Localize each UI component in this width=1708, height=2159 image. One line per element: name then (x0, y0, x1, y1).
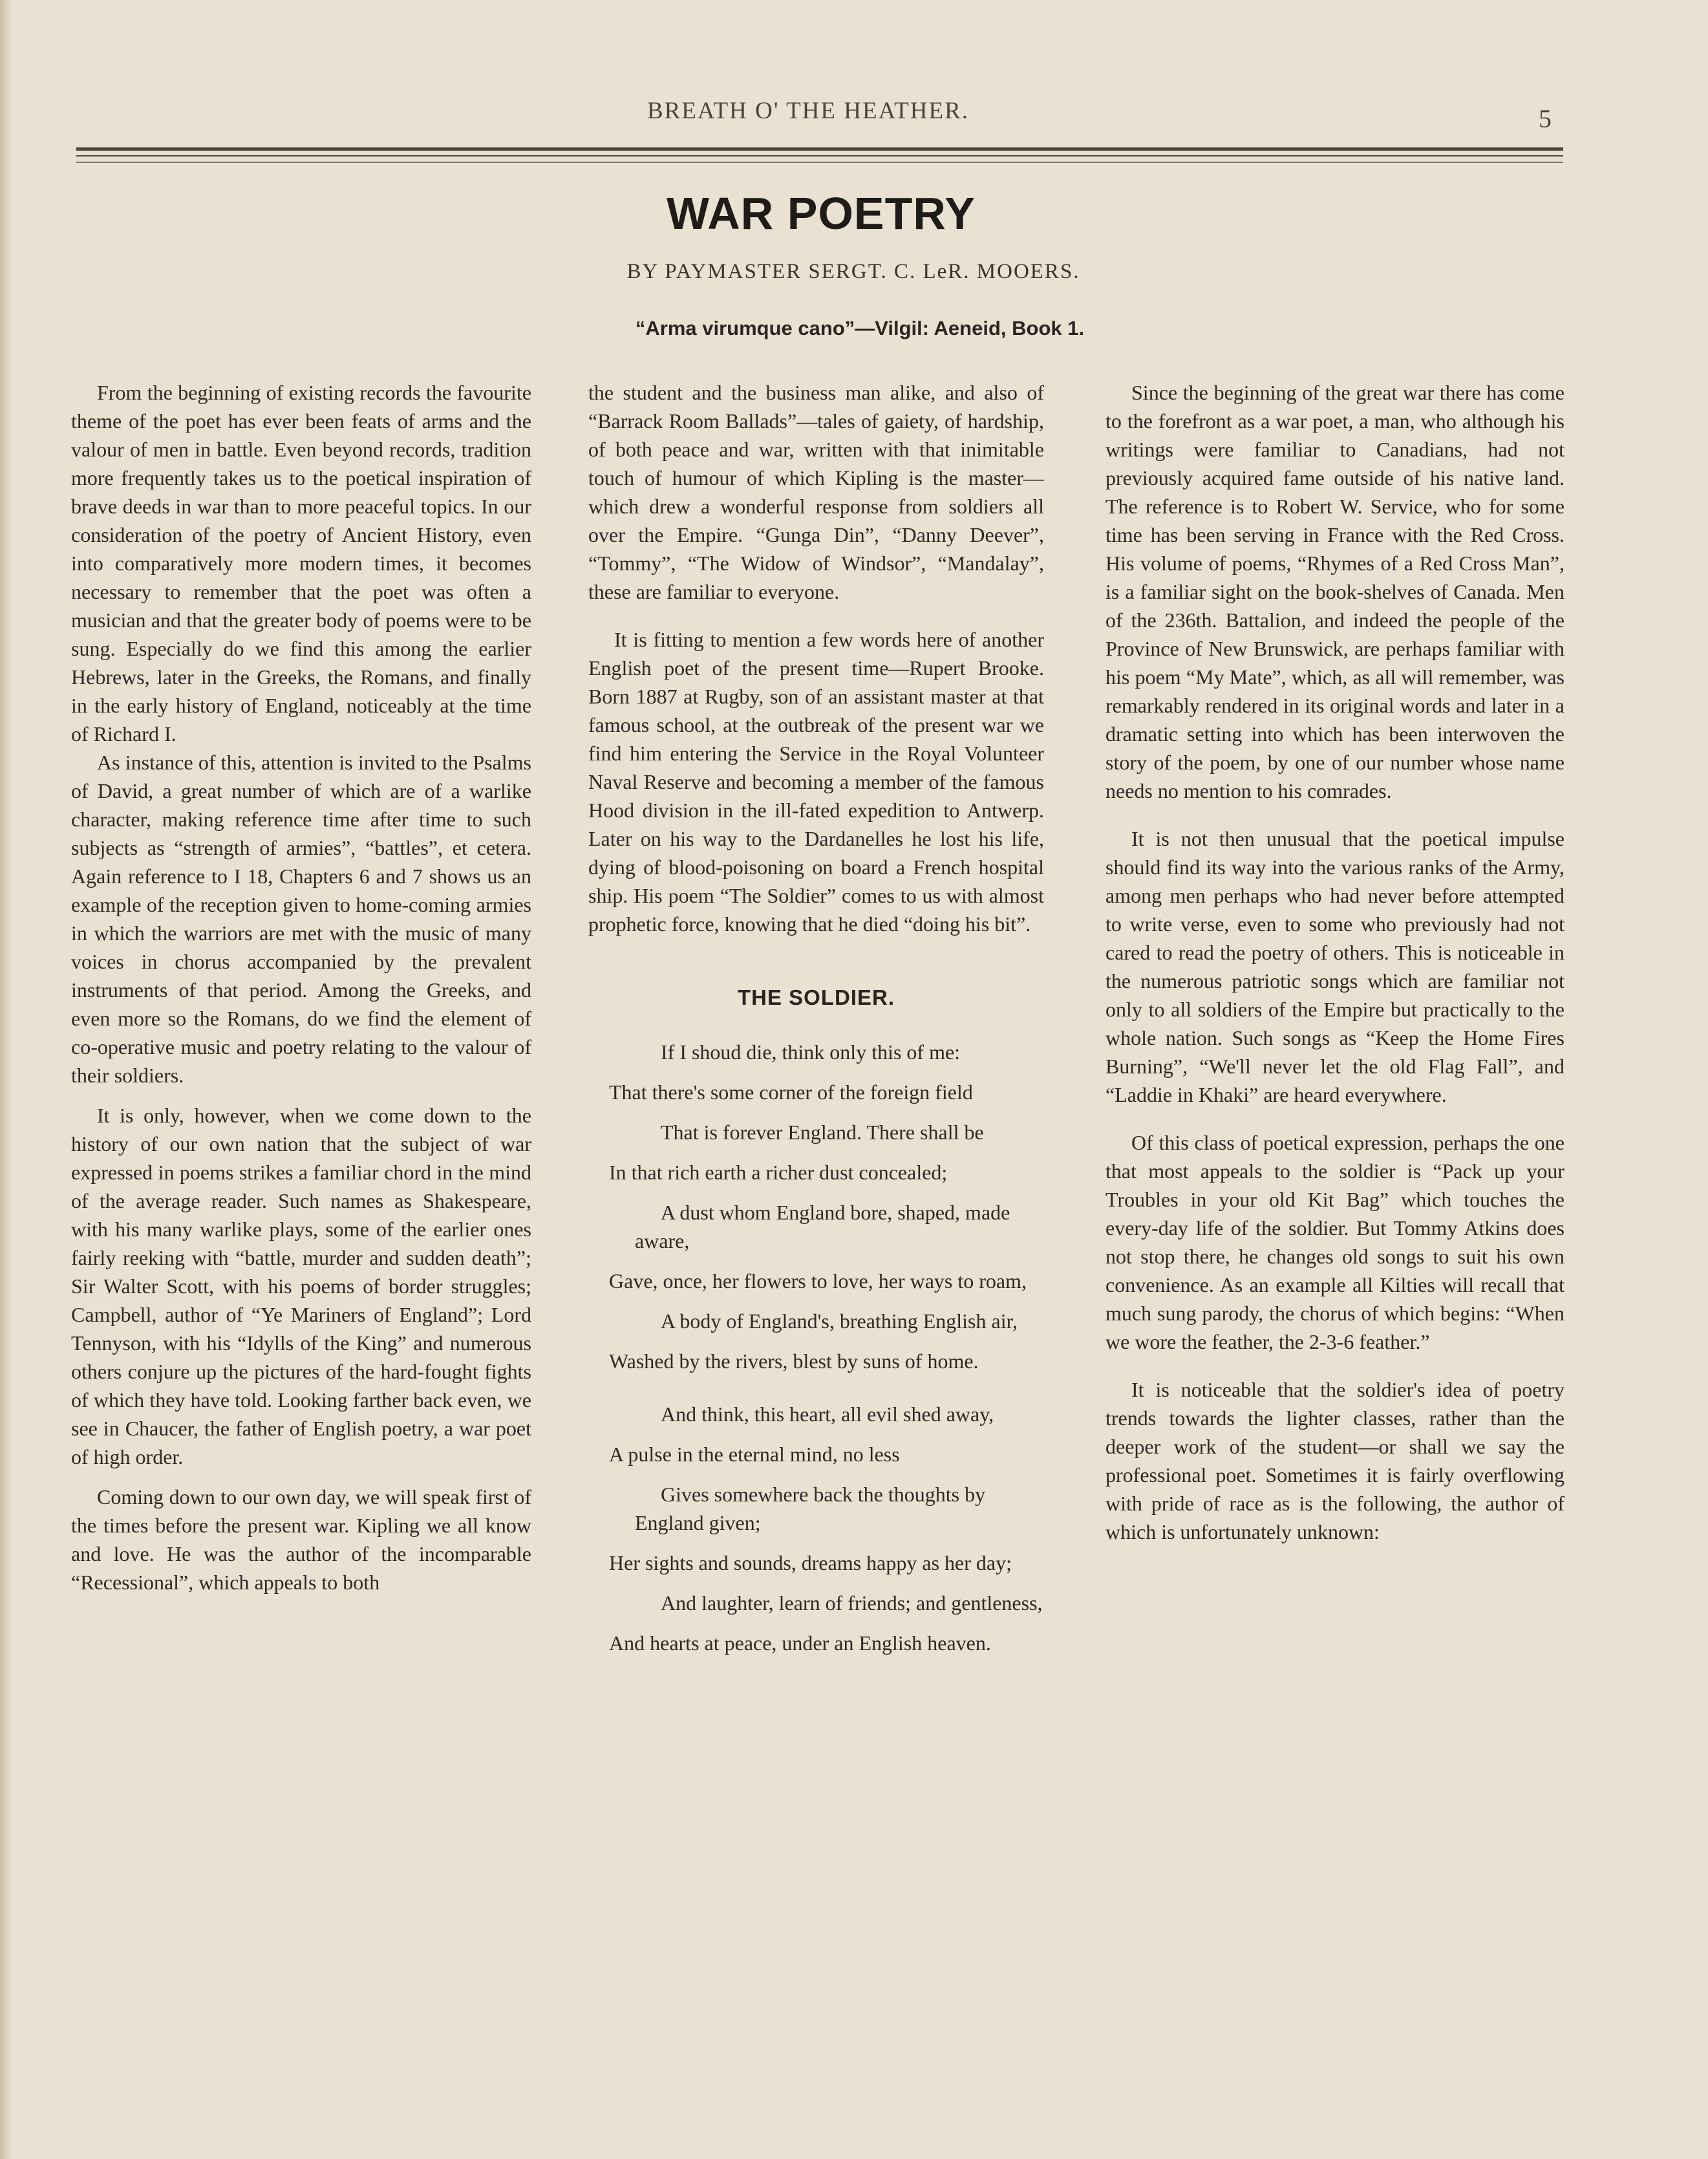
column-3 (1105, 378, 1564, 1558)
poem-line: Gives somewhere back the thoughts by England given; (635, 1483, 986, 1534)
poem-line: A pulse in the eternal mind, no less (609, 1443, 900, 1466)
poem-line: Washed by the rivers, blest by suns of home. (609, 1349, 979, 1373)
paragraph: From the beginning of existing records the favourite theme of the poet has ever been feats of arms and the valour of men in battle. Even beyond records, tradition more frequently takes us to the poetical inspiration of brave deeds in war than to more peaceful topics. In our consideration of the poetry of Ancient History, even into comparatively more modern times, it becomes necessary to remember that the poet was often a musician and that the greater body of poems were to be sung. Especially do we find this among the earlier Hebrews, later in the Greeks, the Romans, and finally in the early history of England, noticeably at the time of Richard I. (71, 381, 531, 746)
poem-line: A dust whom England bore, shaped, made aware, (635, 1201, 1010, 1252)
article-byline: BY PAYMASTER SERGT. C. LeR. MOOERS. (626, 260, 1080, 283)
paragraph: Of this class of poetical expression, perhaps the one that most appeals to the soldier is “Pack up your Troubles in your old Kit Bag” which touches the every-day life of the soldier. But Tommy Atkins does not stop there, he changes old songs to suit his own convenience. As an example all Kilties will recall that much sung parody, the chorus of which begins: “When we wore the feather, the 2-3-6 feather.” (1105, 1131, 1564, 1353)
poem-line: If I shoud die, think only this of me: (661, 1040, 961, 1064)
column-2 (588, 378, 1044, 1682)
paragraph: It is only, however, when we come down to the history of our own nation that the subject of war expressed in poems strikes a familiar chord in the mind of the average reader. Such names as Shakespeare, with his many warlike plays, some of the earlier ones fairly reeking with “battle, murder and sudden death”; Sir Walter Scott, with his poems of border struggles; Campbell, author of “Ye Mariners of England”; Lord Tennyson, with his “Idylls of the King” and numerous others conjure up the pictures of the hard-fought fights of which they have told. Looking farther back even, we see in Chaucer, the father of English poetry, a war poet of high order. (71, 1104, 531, 1468)
paragraph: Since the beginning of the great war there has come to the forefront as a war poet, a man, who although his writings were familiar to Canadians, had not previously acquired fame outside of his native land. The reference is to Robert W. Service, who for some time has been serving in France with the Red Cross. His volume of poems, “Rhymes of a Red Cross Man”, is a familiar sight on the book-shelves of Canada. Men of the 236th. Battalion, and indeed the people of the Province of New Brunswick, are perhaps familiar with his poem “My Mate”, which, as all will remember, was remarkably rendered in its original words and later in a dramatic setting into which has been interwoven the story of the poem, by one of our number whose name needs no mention to his comrades. (1105, 381, 1564, 802)
header-rule (76, 155, 1563, 156)
running-head: BREATH O' THE HEATHER. (646, 98, 970, 124)
poem (588, 1038, 1044, 1657)
poem-line: And think, this heart, all evil shed away, (661, 1402, 994, 1426)
poem-line: Gave, once, her flowers to love, her ways to roam, (609, 1269, 1027, 1293)
header-rule (76, 162, 1563, 163)
paragraph: It is fitting to mention a few words here of another English poet of the present time—Rupert Brooke. Born 1887 at Rugby, son of an assistant master at that famous school, at the outbreak of the present war we find him entering the Service in the Royal Volunteer Naval Reserve and becoming a member of the famous Hood division in the ill-fated expedition to Antwerp. Later on his way to the Dardanelles he lost his life, dying of blood-poisoning on board a French hospital ship. His poem “The Soldier” comes to us with almost prophetic force, knowing that he died “doing his bit”. (588, 628, 1044, 936)
column-1 (71, 378, 531, 1608)
page-edge (0, 0, 12, 2159)
poem-stanza (588, 1400, 1044, 1657)
poem-line: In that rich earth a richer dust concealed; (609, 1161, 948, 1184)
poem-title: THE SOLDIER. (737, 985, 895, 1009)
page-number: 5 (1539, 104, 1552, 133)
poem-line: That there's some corner of the foreign field (609, 1080, 973, 1104)
article-epigraph: “Arma virumque cano”—Vilgil: Aeneid, Book 1. (635, 317, 1085, 339)
poem-line: That is forever England. There shall be (661, 1121, 984, 1144)
paragraph: Coming down to our own day, we will speak first of the times before the present war. Kipling we all know and love. He was the author of the incomparable “Recessional”, which appeals to both (71, 1485, 531, 1594)
paragraph: the student and the business man alike, and also of “Barrack Room Ballads”—tales of gaiety, of hardship, of both peace and war, written with that inimitable touch of humour of which Kipling is the master—which drew a wonderful response from soldiers all over the Empire. “Gunga Din”, “Danny Deever”, “Tommy”, “The Widow of Windsor”, “Mandalay”, these are familiar to everyone. (588, 381, 1044, 603)
poem-stanza (588, 1038, 1044, 1375)
poem-line: And hearts at peace, under an English heaven. (609, 1631, 991, 1655)
paragraph: It is noticeable that the soldier's idea of poetry trends towards the lighter classes, rather than the deeper work of the student—or shall we say the professional poet. Sometimes it is fairly overflowing with pride of race as is the following, the author of which is unfortunately unknown: (1105, 1378, 1564, 1543)
poem-line: And laughter, learn of friends; and gentleness, (661, 1591, 1043, 1615)
poem-line: Her sights and sounds, dreams happy as her day; (609, 1551, 1012, 1574)
header-rule (76, 147, 1563, 151)
article-title: WAR POETRY (667, 188, 976, 239)
poem-line: A body of England's, breathing English air, (661, 1309, 1018, 1333)
paragraph: It is not then unusual that the poetical impulse should find its way into the various ranks of the Army, among men perhaps who had never before attempted to write verse, even to some who previously had not cared to read the poetry of others. This is noticeable in the numerous patriotic songs which are familiar not only to all soldiers of the Empire but practically to the whole nation. Such songs as “Keep the Home Fires Burning”, “We'll never let the old Flag Fall”, and “Laddie in Khaki” are heard everywhere. (1105, 827, 1564, 1106)
paragraph: As instance of this, attention is invited to the Psalms of David, a great number of which are of a warlike character, making reference time after time to such subjects as “strength of armies”, “battles”, et cetera. Again reference to I 18, Chapters 6 and 7 shows us an example of the reception given to home-coming armies in which the warriors are met with the music of many voices in chorus accompanied by the prevalent instruments of that period. Among the Greeks, and even more so the Romans, do we find the element of co-operative music and poetry relating to the valour of their soldiers. (71, 751, 531, 1087)
